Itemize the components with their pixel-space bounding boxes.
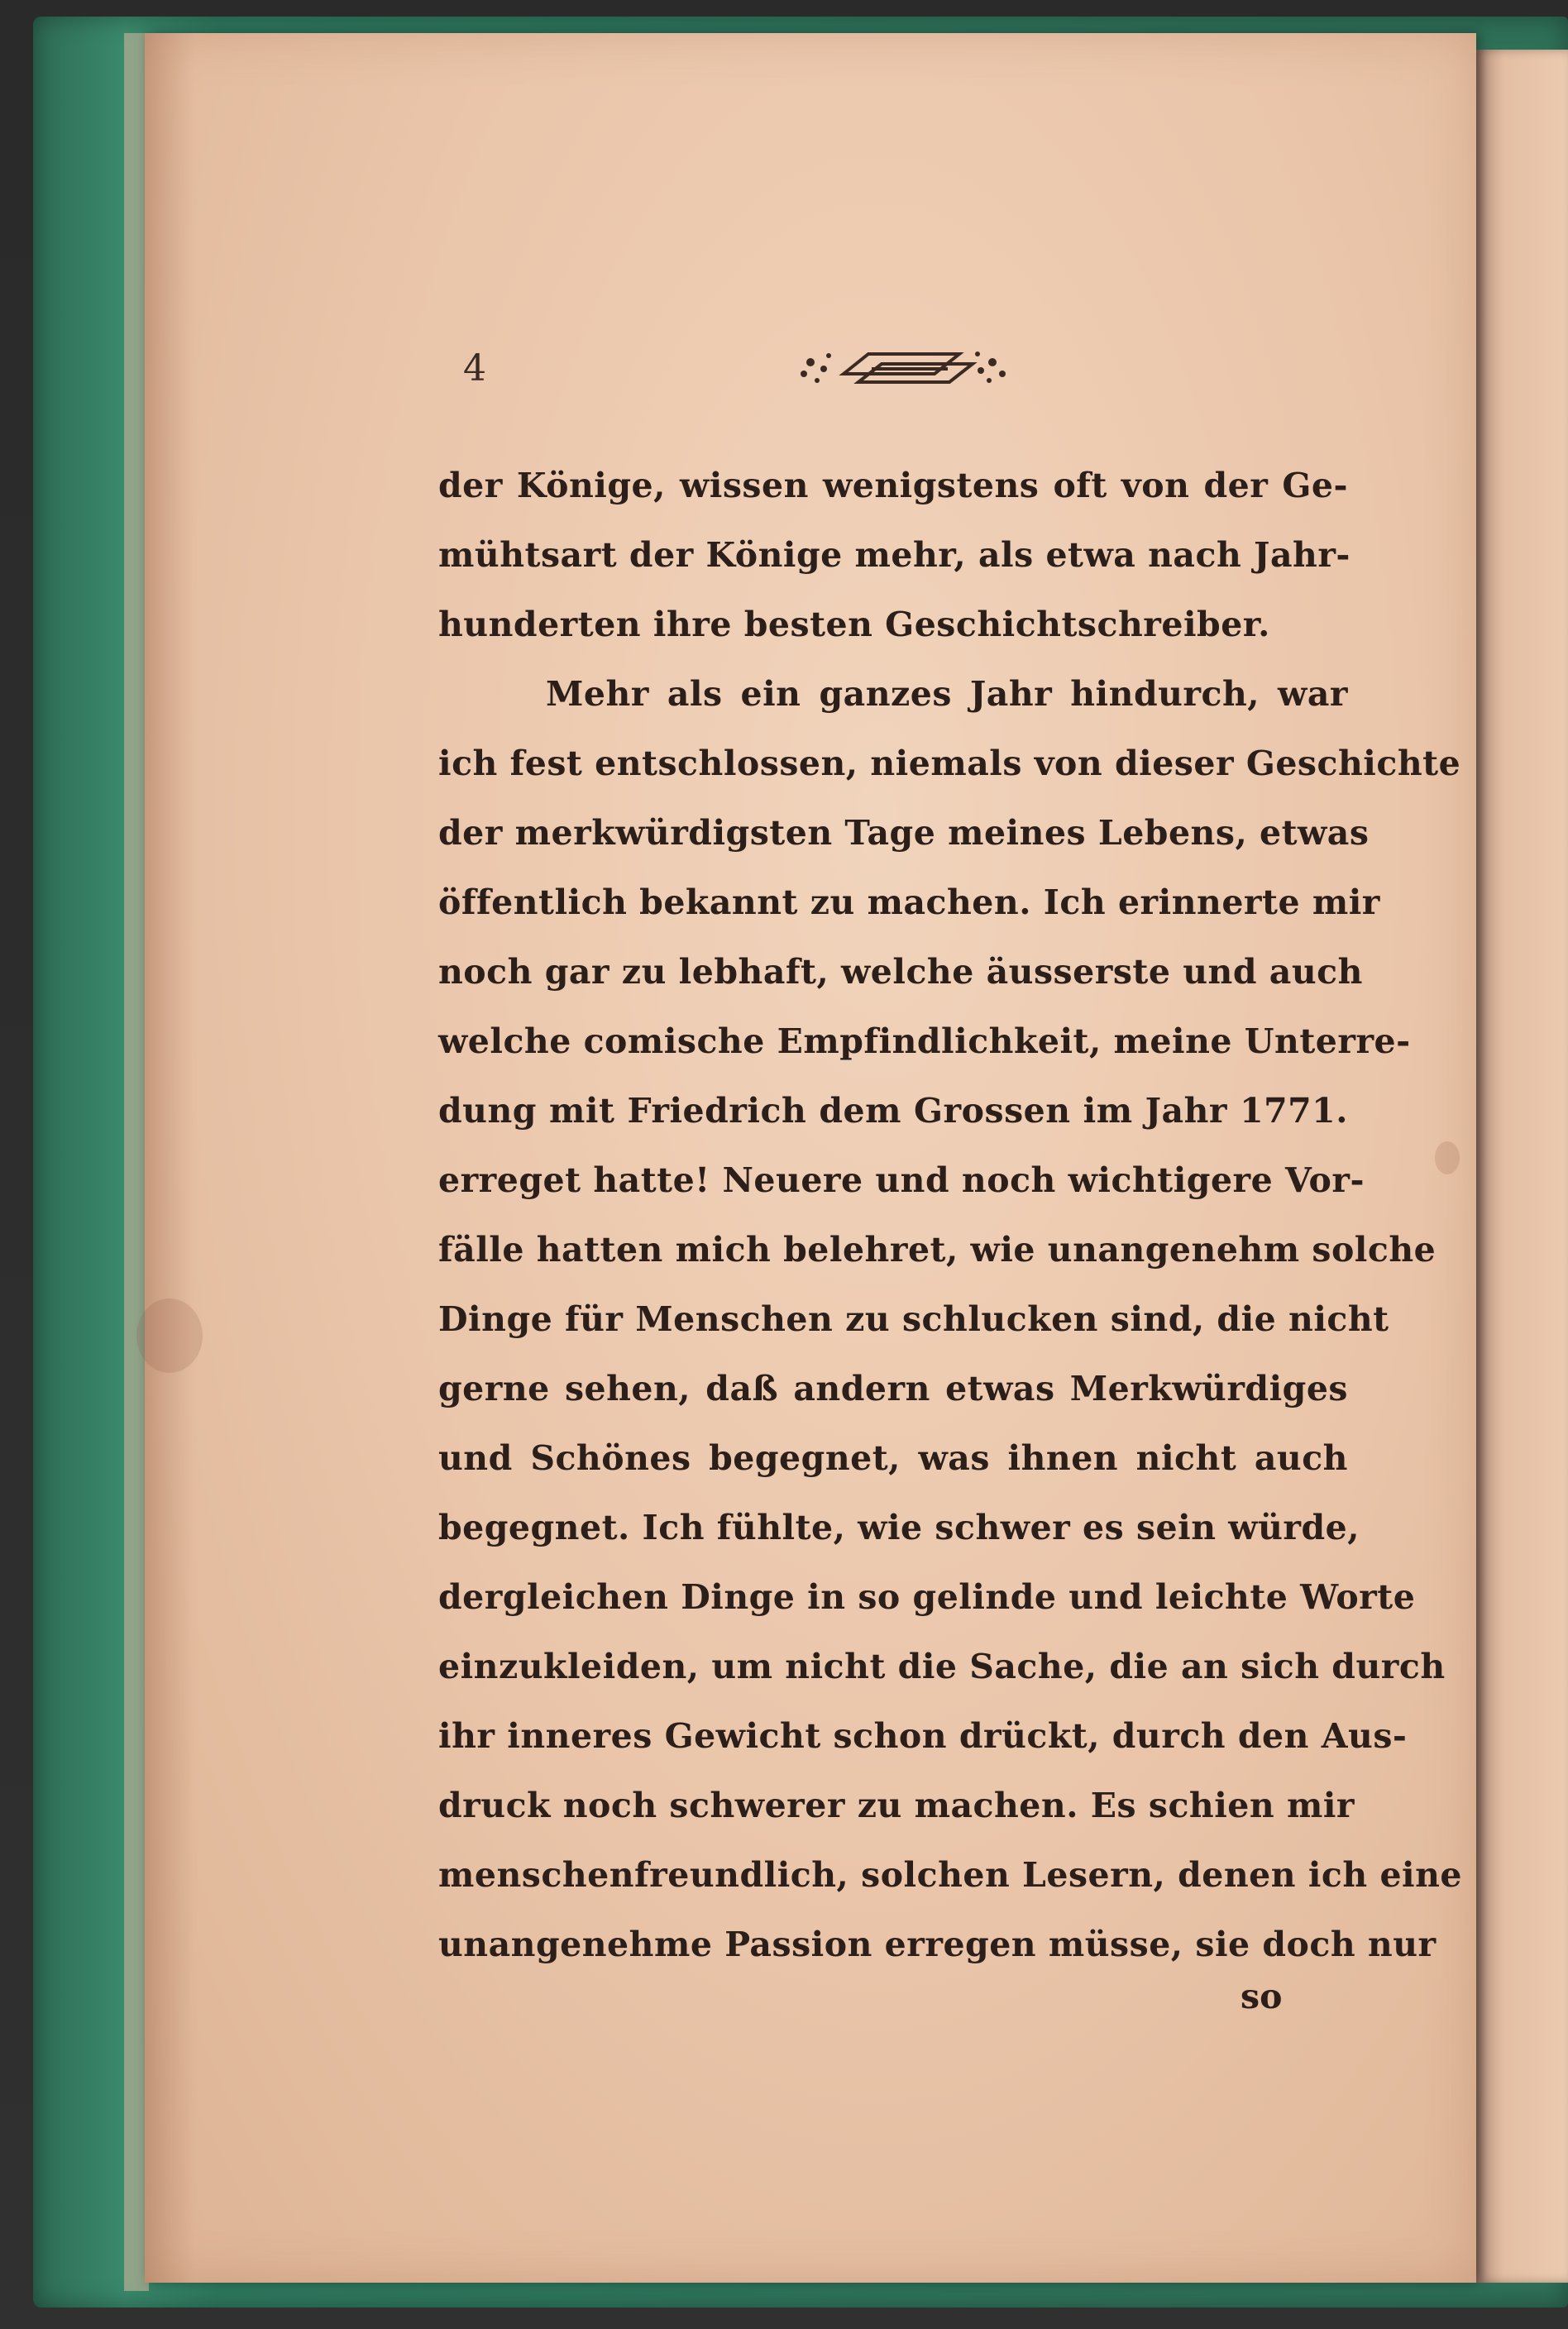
text-line: ihr inneres Gewicht schon drückt, durch den Aus- (438, 1716, 1408, 1756)
text-line: welche comische Empfindlichkeit, meine Unterre- (438, 1021, 1411, 1061)
text-line: noch gar zu lebhaft, welche äusserste und auch (438, 952, 1363, 992)
text-line: fälle hatten mich belehret, wie unangenehm solche (438, 1230, 1437, 1270)
facing-page (1476, 50, 1568, 2283)
text-line: ich fest entschlossen, niemals von dieser Geschichte (438, 744, 1461, 783)
text-line: erreget hatte! Neuere und noch wichtigere Vor- (438, 1160, 1365, 1200)
body-text (438, 451, 1463, 1979)
text-line: gerne sehen, daß andern etwas Merkwürdiges (438, 1369, 1348, 1408)
text-line: hunderten ihre besten Geschichtschreiber. (438, 605, 1270, 644)
catchword: so (1241, 1977, 1283, 2016)
text-line: dergleichen Dinge in so gelinde und leichte Worte (438, 1577, 1416, 1617)
text-line: der merkwürdigsten Tage meines Lebens, etwas (438, 813, 1370, 853)
text-line: Dinge für Menschen zu schlucken sind, die nicht (438, 1299, 1389, 1339)
gutter-shadow (145, 33, 194, 2283)
text-line: unangenehme Passion erregen müsse, sie doch nur (438, 1925, 1437, 1964)
text-line: öffentlich bekannt zu machen. Ich erinnerte mir (438, 882, 1380, 922)
text-line: mühtsart der Könige mehr, als etwa nach Jahr- (438, 535, 1350, 575)
paper-stain (136, 1298, 203, 1373)
text-line: dung mit Friedrich dem Grossen im Jahr 1771. (438, 1091, 1348, 1131)
ornament-icon (786, 337, 1025, 397)
text-line: menschenfreundlich, solchen Lesern, denen ich eine (438, 1855, 1463, 1895)
text-line: und Schönes begegnet, was ihnen nicht auch (438, 1438, 1348, 1478)
text-line: einzukleiden, um nicht die Sache, die an sich durch (438, 1647, 1446, 1686)
page-header (314, 331, 1389, 414)
text-line: der Könige, wissen wenigstens oft von der Ge- (438, 466, 1348, 505)
text-line: druck noch schwerer zu machen. Es schien mir (438, 1786, 1355, 1825)
text-line: Mehr als ein ganzes Jahr hindurch, war (546, 674, 1348, 714)
paper-stain (1435, 1141, 1460, 1174)
page-number: 4 (463, 347, 486, 390)
text-line: begegnet. Ich fühlte, wie schwer es sein würde, (438, 1508, 1360, 1547)
